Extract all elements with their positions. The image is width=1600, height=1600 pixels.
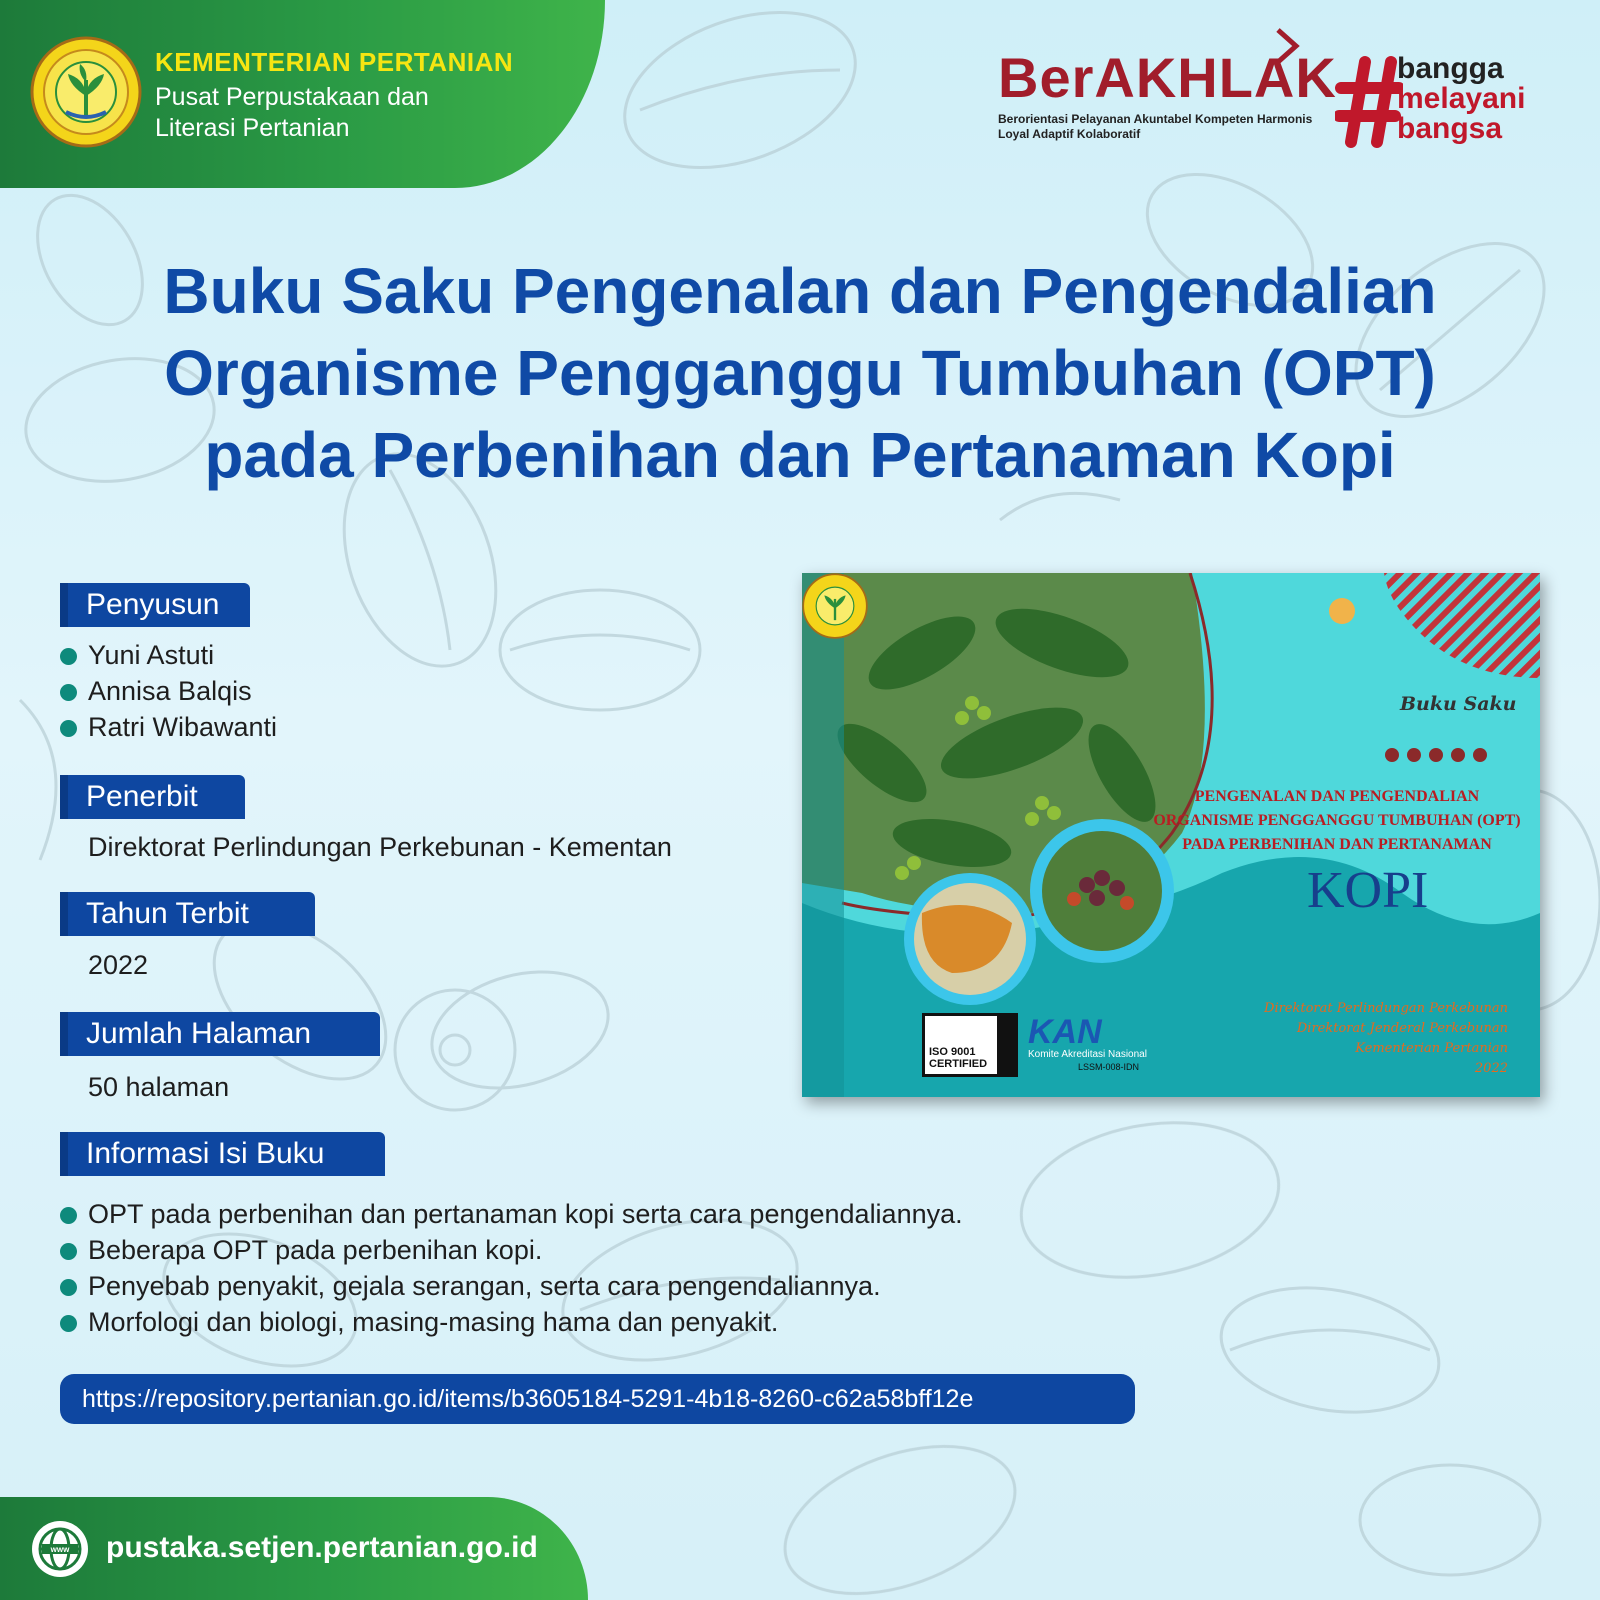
cover-credits (1264, 999, 1508, 1079)
tagline-line-3: bangsa (1397, 112, 1503, 145)
www-globe-icon (30, 1519, 90, 1579)
berakhlak-word: BerAKHLAK (998, 46, 1337, 109)
list-item: Morfologi dan biologi, masing-masing hama dan penyakit. (60, 1304, 963, 1340)
title-line-2: Organisme Pengganggu Tumbuhan (OPT) (164, 337, 1436, 409)
footer-band (0, 1497, 588, 1600)
list-item: Annisa Balqis (60, 673, 277, 709)
list-item: Beberapa OPT pada perbenihan kopi. (60, 1232, 963, 1268)
penerbit-value: Direktorat Perlindungan Perkebunan - Kementan (88, 832, 672, 862)
header-band (0, 0, 605, 188)
tahun-terbit-label: Tahun Terbit (60, 892, 315, 936)
book-cover-image (802, 573, 1540, 1097)
ministry-name: KEMENTERIAN PERTANIAN (155, 47, 514, 77)
berakhlak-logo (998, 48, 1337, 142)
page-title (40, 250, 1560, 496)
iso-certified-badge (922, 1013, 1018, 1077)
cover-title-line-1: PENGENALAN DAN PENGENDALIAN (1194, 788, 1480, 805)
cover-buku-saku: Buku Saku (1400, 693, 1517, 715)
kan-word: KAN (1028, 1013, 1102, 1051)
kan-logo (1028, 1015, 1147, 1073)
list-item: Yuni Astuti (60, 637, 277, 673)
title-line-1: Buku Saku Pengenalan dan Pengendalian (163, 255, 1437, 327)
tagline-line-2: melayani (1397, 82, 1526, 115)
ministry-emblem-icon (802, 573, 868, 639)
penyusun-label: Penyusun (60, 583, 250, 627)
cover-kopi: KOPI (1307, 862, 1429, 919)
ministry-emblem-icon (30, 36, 142, 148)
kan-code: LSSM-008-IDN (1078, 1062, 1140, 1072)
tahun-terbit-value: 2022 (88, 950, 149, 980)
list-item: Penyebab penyakit, gejala serangan, serta cara pengendaliannya. (60, 1268, 963, 1304)
list-item: Ratri Wibawanti (60, 709, 277, 745)
cover-title-line-3: PADA PERBENIHAN DAN PERTANAMAN (1182, 836, 1492, 853)
footer-website[interactable]: pustaka.setjen.pertanian.go.id (106, 1531, 538, 1564)
kan-sub: Komite Akreditasi Nasional (1028, 1049, 1147, 1060)
cover-credit-1: Direktorat Perlindungan Perkebunan (1264, 1001, 1508, 1016)
jumlah-halaman-label: Jumlah Halaman (60, 1012, 380, 1056)
cover-credit-3: Kementerian Pertanian (1355, 1041, 1508, 1056)
tagline-line-1: bangga (1397, 52, 1504, 85)
bangga-melayani-bangsa-logo (1335, 54, 1545, 154)
cover-credit-2: Direktorat Jenderal Perkebunan (1296, 1021, 1508, 1036)
informasi-isi-list (60, 1196, 963, 1340)
jumlah-halaman-value: 50 halaman (88, 1072, 230, 1102)
svg-text:www: www (50, 1545, 70, 1554)
list-item: OPT pada perbenihan dan pertanaman kopi serta cara pengendaliannya. (60, 1196, 963, 1232)
iso-text: ISO 9001 CERTIFIED (929, 1046, 988, 1070)
cover-credit-4: 2022 (1474, 1061, 1508, 1076)
title-line-3: pada Perbenihan dan Pertanaman Kopi (204, 419, 1396, 491)
penerbit-label: Penerbit (60, 775, 245, 819)
repository-url-link[interactable]: https://repository.pertanian.go.id/items/b3605184-5291-4b18-8260-c62a58bff12e (60, 1374, 1135, 1424)
berakhlak-values: Berorientasi Pelayanan Akuntabel Kompeten Harmonis Loyal Adaptif Kolaboratif (998, 112, 1313, 141)
cover-title (1152, 785, 1522, 857)
informasi-isi-label: Informasi Isi Buku (60, 1132, 385, 1176)
chevron-right-icon (1268, 26, 1308, 66)
library-name: Pusat Perpustakaan dan Literasi Pertanian (155, 83, 429, 142)
penyusun-list (60, 637, 277, 745)
cover-title-line-2: ORGANISME PENGGANGGU TUMBUHAN (OPT) (1153, 812, 1521, 829)
iso-strip (997, 1016, 1015, 1074)
hashtag-icon (1335, 54, 1403, 150)
